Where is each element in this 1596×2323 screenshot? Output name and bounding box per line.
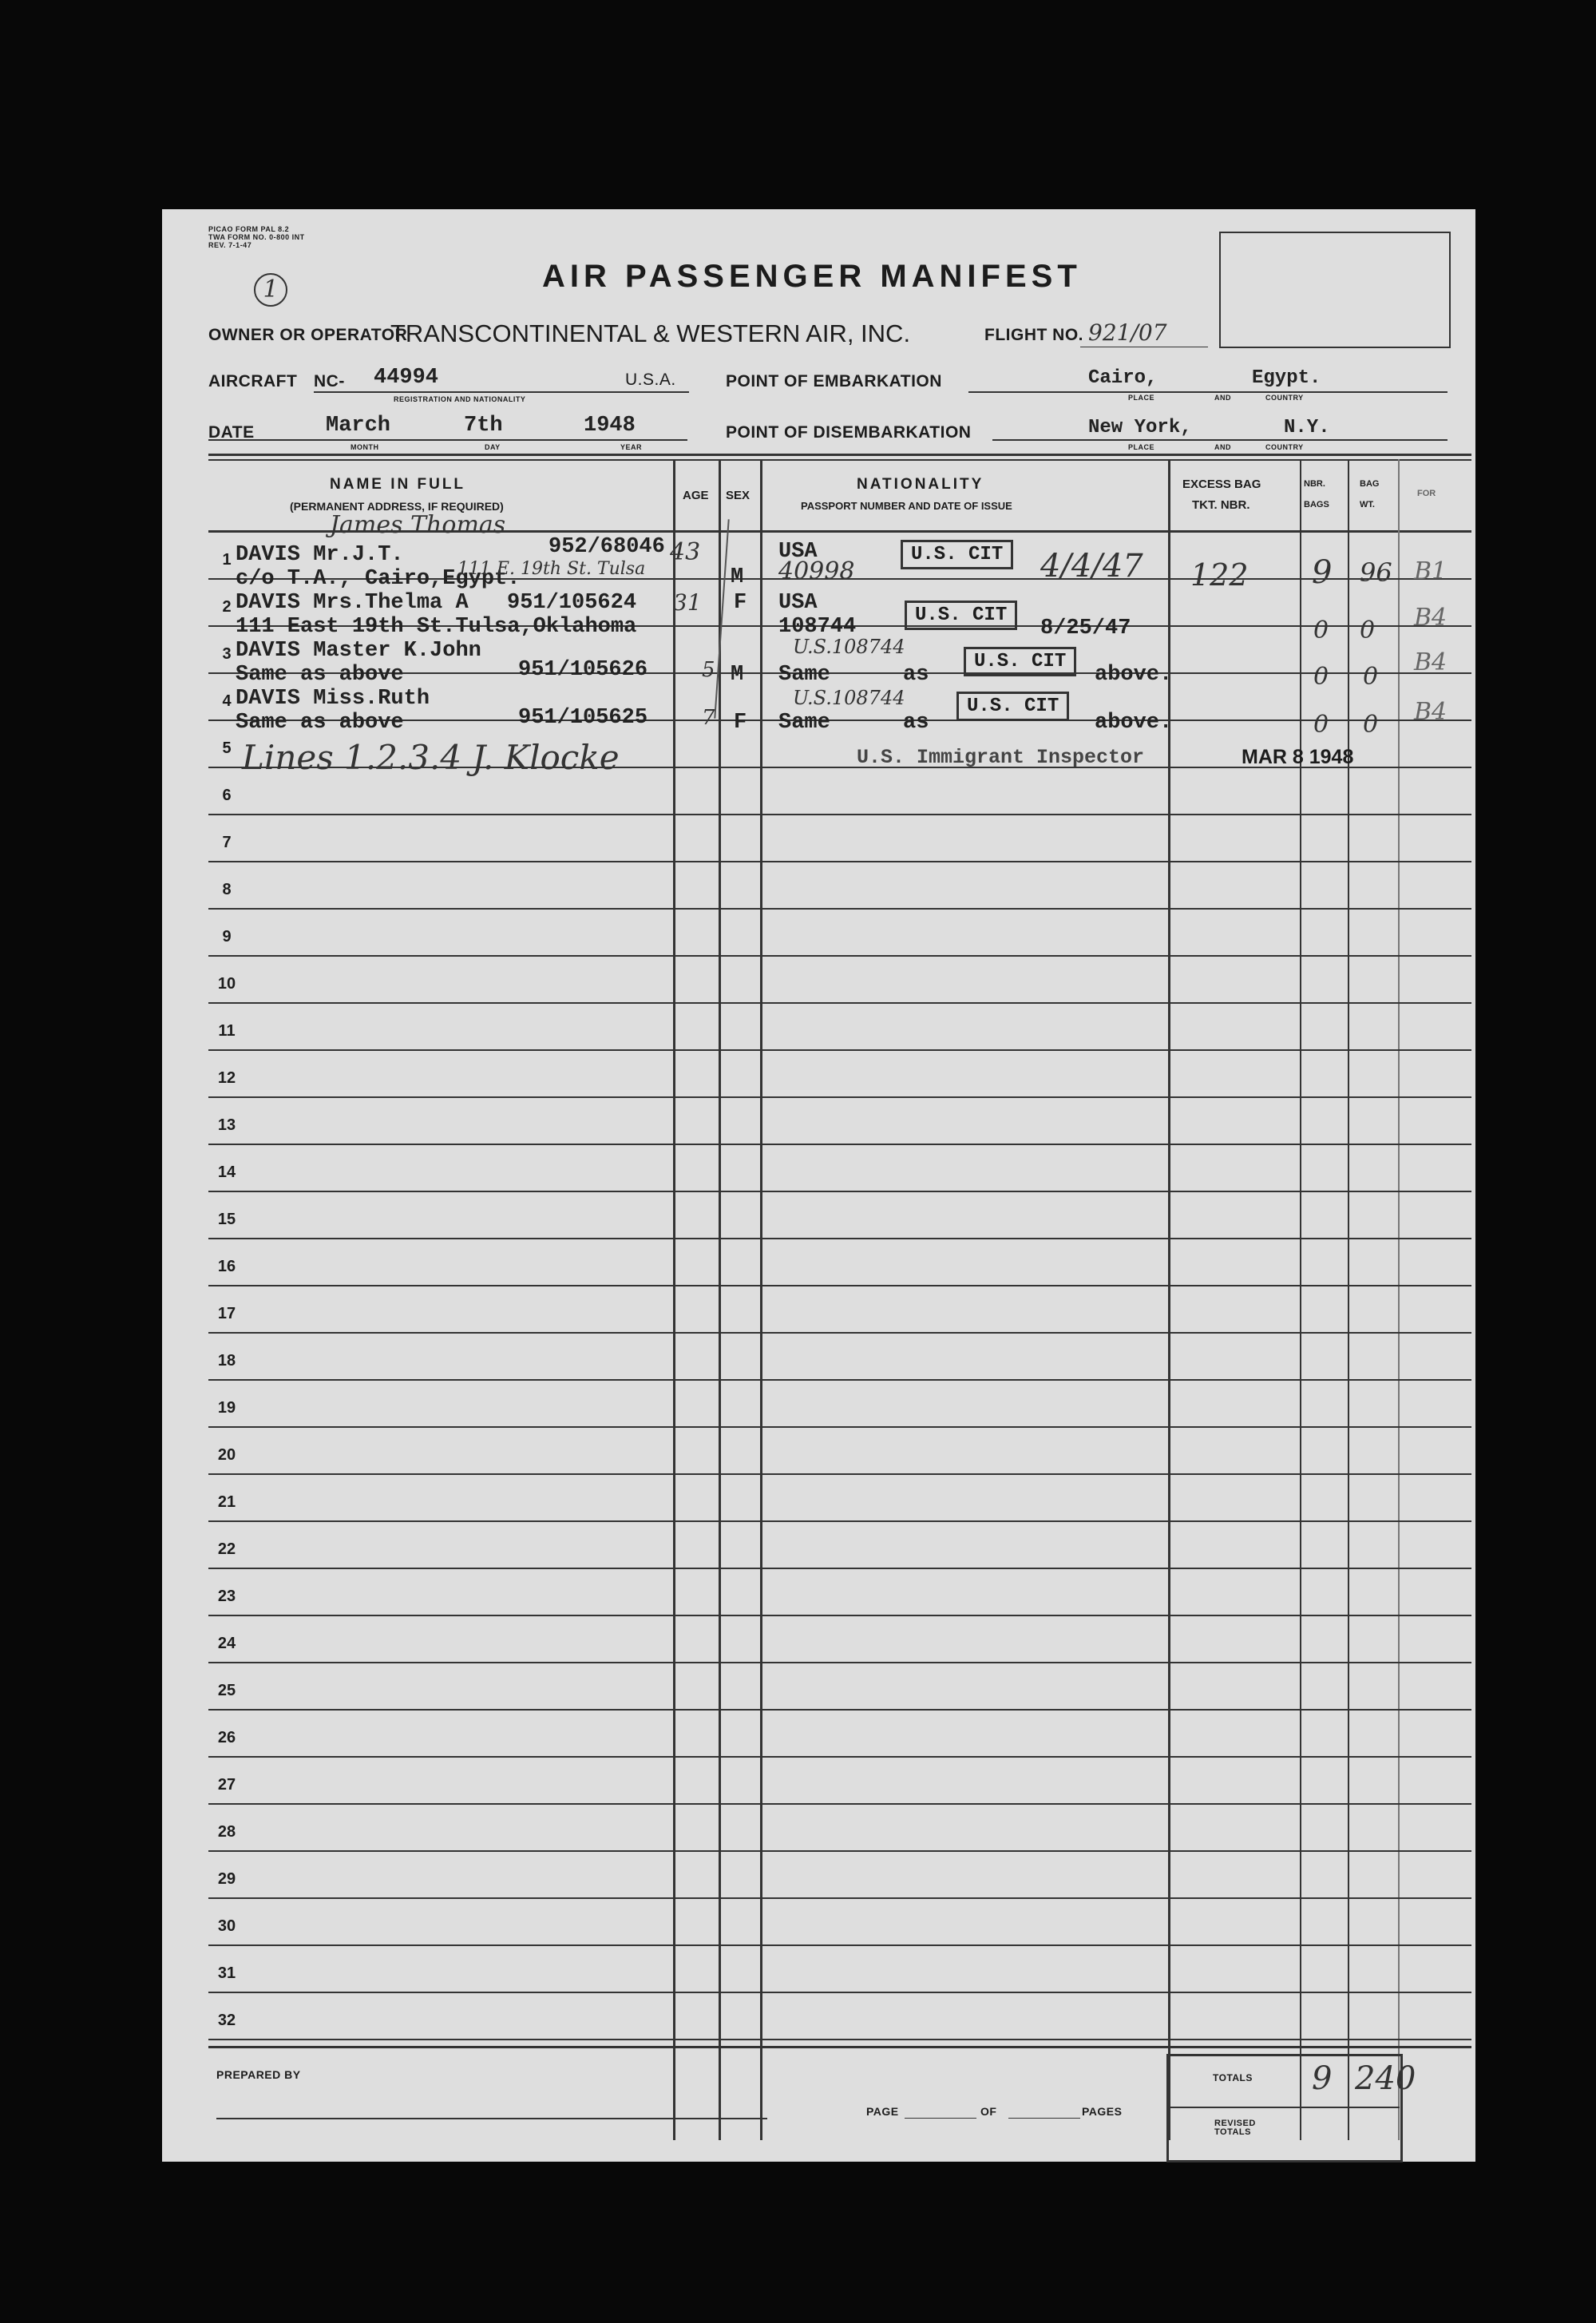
form-code (208, 225, 305, 249)
row-number: 8 (222, 881, 232, 898)
disembarkation-label: POINT OF DISEMBARKATION (726, 423, 972, 442)
prepared-by-underline (216, 2118, 767, 2119)
flight-value: 921/07 (1088, 319, 1167, 346)
p4-ticket: 951/105625 (518, 706, 648, 730)
p3-name: DAVIS Master K.John (236, 639, 481, 663)
row-rule (208, 1426, 1471, 1428)
p4-hand-nat: U.S.108744 (793, 687, 905, 709)
row-number: 31 (217, 1964, 236, 1982)
row-rule (208, 1049, 1471, 1051)
p3-age: 5 (702, 658, 715, 682)
aircraft-country: U.S.A. (625, 371, 676, 389)
row-rule (208, 1238, 1471, 1239)
row-number: 26 (217, 1729, 236, 1746)
form-code-line: PICAO FORM PAL 8.2 (208, 225, 290, 233)
aircraft-value: 44994 (374, 366, 439, 390)
disembarkation-country-label: COUNTRY (1265, 443, 1304, 451)
col-line-bag (1348, 459, 1349, 2140)
p3-address: Same as above (236, 663, 404, 687)
row-number: 7 (222, 834, 232, 851)
row-number: 30 (217, 1917, 236, 1935)
p1-passport: 40998 (778, 557, 855, 585)
embarkation-place: Cairo, (1088, 367, 1158, 389)
row-number: 25 (217, 1682, 236, 1699)
date-month-label: MONTH (350, 443, 379, 451)
footer-rule (208, 2046, 1471, 2048)
p4-above: above. (1095, 711, 1173, 735)
p4-weight: 0 (1363, 711, 1379, 739)
row-number: 29 (217, 1870, 236, 1888)
row-number: 1 (222, 551, 232, 569)
embarkation-underline (968, 391, 1447, 393)
row-rule (208, 1803, 1471, 1805)
row-number: 19 (217, 1399, 236, 1417)
row-rule (208, 861, 1471, 862)
p4-name: DAVIS Miss.Ruth (236, 687, 430, 711)
manifest-sheet (162, 209, 1475, 2162)
row-rule (208, 1473, 1471, 1475)
row-number: 11 (218, 1022, 236, 1040)
date-month: March (326, 414, 391, 438)
row-number: 15 (217, 1211, 236, 1228)
row-rule (208, 1662, 1471, 1663)
p3-citizen-stamp: U.S. CIT (964, 647, 1076, 676)
row-number: 20 (217, 1446, 236, 1464)
col-line-sex (719, 459, 721, 2140)
date-underline (208, 439, 687, 441)
operator-label: OWNER OR OPERATOR (208, 326, 408, 344)
col-header-nbr-2: BAGS (1304, 500, 1329, 509)
col-header-age: AGE (683, 489, 709, 502)
date-day-label: DAY (485, 443, 501, 451)
p4-extra: B4 (1414, 698, 1447, 726)
row-number: 22 (217, 1540, 236, 1558)
p1-age: 43 (670, 538, 701, 566)
col-line-age (673, 459, 675, 2140)
p3-as: as (903, 663, 929, 687)
signature-line: Lines 1.2.3.4 J. Klocke (242, 738, 620, 777)
col-header-name: NAME IN FULL (330, 476, 466, 493)
revised-totals-label: REVISED TOTALS (1214, 2119, 1256, 2137)
page-label: PAGE (866, 2105, 899, 2118)
totals-label: TOTALS (1213, 2072, 1253, 2083)
disembarkation-place-label: PLACE (1128, 443, 1155, 451)
row-rule (208, 1897, 1471, 1899)
row-rule (208, 1285, 1471, 1286)
p3-above: above. (1095, 663, 1173, 687)
p4-sex: F (734, 711, 747, 735)
row-number: 17 (217, 1305, 236, 1322)
p2-name: DAVIS Mrs.Thelma A (236, 591, 469, 615)
row-number: 4 (222, 692, 232, 710)
p1-address: c/o T.A., Cairo,Egypt. (236, 567, 521, 591)
col-header-bag-1: BAG (1360, 479, 1380, 489)
row-rule (208, 814, 1471, 815)
operator-value: TRANSCONTINENTAL & WESTERN AIR, INC. (390, 319, 911, 347)
col-subheader-name: (PERMANENT ADDRESS, IF REQUIRED) (290, 500, 504, 513)
row-number: 3 (222, 645, 232, 663)
col-header-excess-1: EXCESS BAG (1182, 478, 1261, 491)
row-rule (208, 1096, 1471, 1098)
p3-bags: 0 (1313, 663, 1329, 691)
p1-issue: 4/4/47 (1040, 548, 1143, 585)
embarkation-label: POINT OF EMBARKATION (726, 372, 942, 390)
p2-weight: 0 (1360, 616, 1376, 644)
p3-sex: M (731, 663, 744, 687)
p1-bags: 9 (1312, 554, 1333, 591)
p2-nat: USA (778, 591, 818, 615)
p2-issue: 8/25/47 (1040, 616, 1131, 640)
aircraft-prefix: NC- (314, 372, 345, 390)
col-header-sex: SEX (726, 489, 750, 502)
p4-nat: Same (778, 711, 830, 735)
inspector-stamp: U.S. Immigrant Inspector (857, 746, 1145, 769)
row-number: 27 (217, 1776, 236, 1794)
p4-as: as (903, 711, 929, 735)
row-number: 32 (217, 2012, 236, 2029)
row-number: 23 (217, 1588, 236, 1605)
p2-address: 111 East 19th St.Tulsa,Oklahoma (236, 615, 637, 639)
row-number: 6 (222, 787, 232, 804)
row-rule (208, 1144, 1471, 1145)
row-number: 14 (217, 1163, 236, 1181)
stamp-box (1219, 232, 1451, 348)
row-number: 10 (217, 975, 236, 993)
row-rule (208, 1568, 1471, 1569)
col-header-nationality: NATIONALITY (857, 476, 984, 493)
row-rule (208, 1944, 1471, 1946)
row-rule (208, 1850, 1471, 1852)
p3-nat: Same (778, 663, 830, 687)
col-header-extra: FOR (1417, 489, 1436, 498)
p3-weight: 0 (1363, 663, 1379, 691)
passenger-bracket (714, 519, 729, 719)
row-number: 13 (217, 1116, 236, 1134)
row-number: 9 (222, 928, 232, 945)
row-number: 16 (217, 1258, 236, 1275)
row-number: 12 (217, 1069, 236, 1087)
flight-label: FLIGHT NO. (984, 326, 1083, 344)
row-rule (208, 1615, 1471, 1616)
row-rule (208, 1756, 1471, 1758)
p1-citizen-stamp: U.S. CIT (901, 540, 1013, 569)
date-label: DATE (208, 423, 255, 442)
aircraft-underline (314, 391, 689, 393)
p1-nat: USA (778, 540, 818, 564)
totals-divider (1166, 2107, 1400, 2108)
table-top-rule (208, 454, 1471, 456)
disembarkation-underline (992, 439, 1447, 441)
disembarkation-place: New York, (1088, 417, 1192, 438)
of-underline (1008, 2118, 1080, 2119)
col-header-excess-2: TKT. NBR. (1192, 498, 1250, 512)
form-code-line: REV. 7-1-47 (208, 241, 252, 249)
row-number: 18 (217, 1352, 236, 1370)
p2-extra: B4 (1414, 604, 1447, 632)
col-line-nationality (760, 459, 762, 2140)
p2-bags: 0 (1313, 616, 1329, 644)
p2-passport: 108744 (778, 615, 857, 639)
prepared-by-label: PREPARED BY (216, 2068, 301, 2081)
row-number: 5 (222, 739, 232, 757)
total-weight: 240 (1355, 2060, 1416, 2097)
p4-citizen-stamp: U.S. CIT (956, 692, 1069, 721)
col-subheader-nationality: PASSPORT NUMBER AND DATE OF ISSUE (801, 500, 1012, 512)
row-rule (208, 1002, 1471, 1004)
form-code-line: TWA FORM NO. 0-800 INT (208, 233, 305, 241)
table-top-rule-2 (208, 459, 1471, 461)
p2-ticket: 951/105624 (507, 591, 637, 615)
aircraft-sublabel: REGISTRATION AND NATIONALITY (394, 395, 526, 403)
row-rule (208, 1379, 1471, 1381)
p1-sex: M (731, 565, 744, 589)
row-rule (208, 1520, 1471, 1522)
row-rule (208, 2039, 1471, 2040)
col-line-extra (1398, 459, 1400, 2140)
date-year-label: YEAR (620, 443, 643, 451)
embarkation-and-label: AND (1214, 394, 1231, 402)
p2-age: 31 (673, 589, 702, 616)
p1-hand-address: 111 E. 19th St. Tulsa (457, 559, 646, 579)
p2-citizen-stamp: U.S. CIT (905, 601, 1017, 630)
of-label: OF (980, 2105, 997, 2118)
disembarkation-country: N.Y. (1284, 417, 1330, 438)
page-underline (905, 2118, 976, 2119)
row-rule (208, 1992, 1471, 1993)
col-header-nbr-1: NBR. (1304, 479, 1325, 489)
row-number: 2 (222, 598, 232, 616)
pages-label: PAGES (1082, 2105, 1123, 2118)
page-title: AIR PASSENGER MANIFEST (542, 259, 1082, 294)
row-rule (208, 908, 1471, 910)
aircraft-label: AIRCRAFT (208, 372, 298, 390)
p4-bags: 0 (1313, 711, 1329, 739)
row-rule (208, 955, 1471, 957)
p1-ticket: 952/68046 (549, 535, 665, 559)
embarkation-country: Egypt. (1252, 367, 1321, 389)
p1-hand-name: James Thomas (330, 511, 506, 539)
col-line-nbr (1300, 459, 1301, 2140)
p2-sex: F (734, 591, 747, 615)
p1-name: DAVIS Mr.J.T. (236, 543, 404, 567)
embarkation-country-label: COUNTRY (1265, 394, 1304, 402)
p3-hand-nat: U.S.108744 (793, 636, 905, 658)
p4-address: Same as above (236, 711, 404, 735)
row-number: 21 (217, 1493, 236, 1511)
disembarkation-and-label: AND (1214, 443, 1231, 451)
col-header-bag-2: WT. (1360, 500, 1375, 509)
p3-extra: B4 (1414, 648, 1447, 676)
p3-ticket: 951/105626 (518, 658, 648, 682)
row-rule (208, 1332, 1471, 1334)
p4-age: 7 (702, 706, 715, 730)
inspector-date: MAR 8 1948 (1242, 746, 1354, 768)
p1-excess: 122 (1190, 557, 1249, 593)
row-rule (208, 1709, 1471, 1711)
circled-mark: 1 (254, 273, 287, 307)
row-rule (208, 1191, 1471, 1192)
date-day: 7th (464, 414, 503, 438)
row-number: 28 (217, 1823, 236, 1841)
row-number: 24 (217, 1635, 236, 1652)
embarkation-place-label: PLACE (1128, 394, 1155, 402)
date-year: 1948 (584, 414, 636, 438)
p1-weight: 96 (1360, 557, 1392, 588)
total-bags: 9 (1312, 2060, 1333, 2097)
p1-extra: B1 (1414, 557, 1447, 585)
